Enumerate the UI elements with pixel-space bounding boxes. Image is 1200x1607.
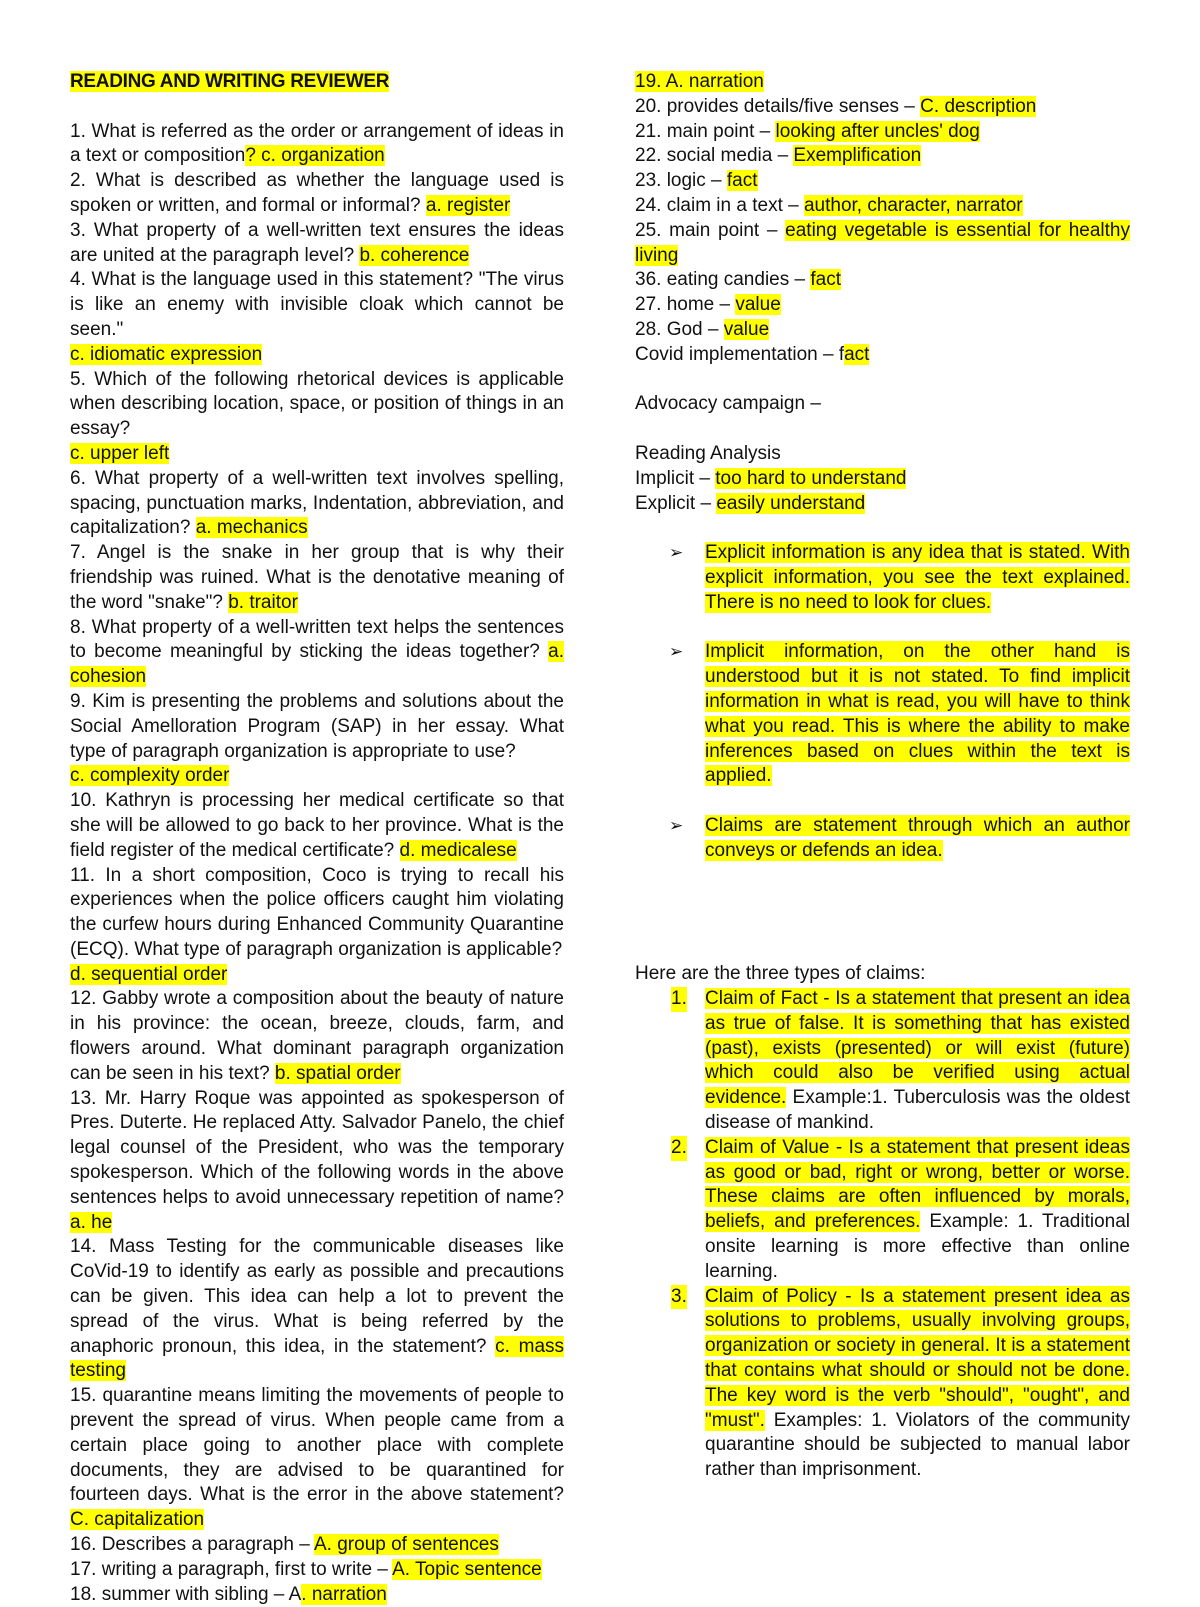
question-item: 2. What is described as whether the language used is spoken or written, and formal or informal? a. register (70, 170, 564, 216)
highlighted-answer: value (723, 318, 770, 340)
answer-item: 24. claim in a text – author, character, narrator (635, 194, 1023, 216)
question-item: 15. quarantine means limiting the movements of people to prevent the spread of virus. When people came from a certain place going to another place with complete documents, they are advised to be quarantined for fourteen days. What is the error in the above statement? C. capitalization (70, 1385, 564, 1531)
arrowhead-bullet-icon: ➢ (669, 543, 684, 563)
spacer (635, 516, 1130, 541)
question-item: 3. What property of a well-written text ensures the ideas are united at the paragraph level? b. coherence (70, 219, 564, 266)
question-item (70, 963, 564, 988)
question-item: 16. Describes a paragraph – A. group of sentences (70, 1534, 499, 1556)
bullet-explicit: ➢ Explicit information is any idea that is stated. With explicit information, you see the text explained. There is no need to look for clues. (669, 542, 1130, 613)
analysis-title: Reading Analysis (635, 442, 781, 464)
question-item (70, 343, 564, 368)
spacer (635, 417, 1130, 442)
explicit-line: Explicit – easily understand (635, 492, 866, 514)
right-column (635, 70, 1130, 1483)
answer-item: 20. provides details/five senses – C. description (635, 95, 1037, 117)
advocacy-line: Advocacy campaign – (635, 393, 821, 415)
highlighted-answer: c. mass testing (70, 1335, 565, 1382)
answer-item: 25. main point – eating vegetable is essential for healthy living (635, 219, 1130, 266)
question-item: 7. Angel is the snake in her group that is why their friendship was ruined. What is the denotative meaning of the word "snake"? b. traitor (70, 542, 564, 613)
highlighted-answer: ? c. organization (245, 145, 385, 167)
highlighted-answer: a. he (70, 1211, 113, 1233)
answer-item: Covid implementation – fact (635, 343, 870, 365)
question-item: 14. Mass Testing for the communicable diseases like CoVid-19 to identify as early as possible and precautions can be given. This idea can help a lot to prevent the spread of the virus. What is being referred by the anaphoric pronoun, this idea, in the statement? c. mass testing (70, 1236, 565, 1382)
question-item: 8. What property of a well-written text helps the sentences to become meaningful by sticking the ideas together? a. cohesion (70, 616, 564, 688)
explicit-answer: easily understand (716, 492, 866, 514)
left-column (70, 70, 564, 1607)
highlighted-answer: a. register (425, 194, 511, 216)
claim-of-fact: 1. Claim of Fact - Is a statement that present an idea as true of false. It is something that has existed (past), exists (presented) or will exist (future) which could also be verified using actual evidence. Example:1. Tuberculosis was the oldest disease of mankind. (671, 988, 1130, 1134)
arrowhead-bullet-icon: ➢ (669, 815, 684, 835)
spacer (635, 368, 1130, 393)
highlighted-answer: looking after uncles' dog (775, 120, 980, 142)
highlighted-answer: d. medicalese (399, 839, 517, 861)
question-item: 12. Gabby wrote a composition about the beauty of nature in his province: the ocean, breeze, clouds, farm, and flowers around. What dominant paragraph organization can be seen in his text? b. spatial order (70, 988, 564, 1084)
implicit-answer: too hard to understand (715, 467, 907, 489)
spacer (70, 95, 564, 120)
claim-of-value: 2. Claim of Value - Is a statement that present ideas as good or bad, right or wrong, better or worse. These claims are often influenced by morals, beliefs, and preferences. Example: 1. Traditional onsite learning is more effective than online learning. (671, 1136, 1131, 1282)
highlighted-answer: b. traitor (228, 591, 298, 613)
question-item: 1. What is referred as the order or arrangement of ideas in a text or composition? c. organization (70, 120, 564, 167)
arrowhead-bullet-icon: ➢ (669, 642, 684, 662)
answer-list (635, 70, 1130, 368)
answer-item (635, 70, 1130, 95)
claim-of-policy: 3. Claim of Policy - Is a statement present idea as solutions to problems, usually involving groups, organization or society in general. It is a statement that contains what should or should not be done. The key word is the verb "should", "ought", and "must". Examples: 1. Violators of the community quarantine should be subjected to manual labor rather than imprisonment. (671, 1285, 1130, 1481)
question-item: 10. Kathryn is processing her medical certificate so that she will be allowed to go back to her province. What is the field register of the medical certificate? d. medicalese (70, 790, 564, 861)
question-item: 11. In a short composition, Coco is trying to recall his experiences when the police officers caught him violating the curfew hours during Enhanced Community Quarantine (ECQ). What type of paragraph organization is applicable? (70, 864, 564, 960)
highlighted-answer: b. coherence (359, 244, 470, 266)
highlighted-answer: b. spatial order (274, 1062, 401, 1084)
answer-item: 36. eating candies – fact (635, 269, 841, 291)
highlighted-answer: A. group of sentences (314, 1534, 499, 1556)
highlighted-answer: c. complexity order (70, 765, 230, 787)
highlighted-answer: eating vegetable is essential for healthy living (635, 219, 1130, 266)
highlighted-answer: A. Topic sentence (392, 1558, 542, 1580)
highlighted-answer: fact (726, 170, 758, 192)
highlighted-answer: 19. A. narration (635, 71, 764, 92)
answer-item: 28. God – value (635, 318, 770, 340)
spacer (635, 888, 1130, 962)
question-item: 17. writing a paragraph, first to write – A. Topic sentence (70, 1558, 542, 1580)
highlighted-answer: author, character, narrator (803, 194, 1023, 216)
document-title-text: READING AND WRITING REVIEWER (70, 71, 390, 92)
highlighted-answer: a. cohesion (70, 641, 564, 688)
highlighted-answer: . narration (301, 1583, 387, 1605)
claims-intro: Here are the three types of claims: (635, 963, 926, 985)
highlighted-answer: fact (810, 269, 841, 291)
question-item: 18. summer with sibling – A. narration (70, 1583, 387, 1605)
highlighted-answer: C. capitalization (70, 1509, 205, 1531)
question-item (70, 442, 564, 467)
highlighted-answer: d. sequential order (70, 963, 228, 985)
question-item: 6. What property of a well-written text involves spelling, spacing, punctuation marks, Indentation, abbreviation, and capitalization? a. mechanics (70, 467, 564, 539)
highlighted-answer: act (844, 343, 870, 365)
implicit-line: Implicit – too hard to understand (635, 467, 907, 489)
bullet-implicit: ➢ Implicit information, on the other hand is understood but it is not stated. To find implicit information in what is read, you will have to think what you read. This is where the ability to make inferences based on clues within the text is applied. (669, 641, 1130, 787)
question-item: 5. Which of the following rhetorical devices is applicable when describing location, space, or position of things in an essay? (70, 368, 564, 440)
highlighted-answer: value (735, 294, 781, 316)
question-item: 13. Mr. Harry Roque was appointed as spokesperson of Pres. Duterte. He replaced Atty. Salvador Panelo, the chief legal counsel of the President, who was the temporary spokesperson. Which of the following words in the above sentences helps to avoid unnecessary repetition of name? a. he (70, 1087, 564, 1233)
highlighted-answer: Exemplification (793, 145, 922, 167)
answer-item: 22. social media – Exemplification (635, 145, 922, 167)
highlighted-answer: c. upper left (70, 442, 170, 464)
document-title (70, 70, 564, 95)
question-list (70, 120, 564, 1607)
answer-item: 23. logic – fact (635, 170, 758, 192)
answer-item: 27. home – value (635, 294, 781, 316)
highlighted-answer: C. description (920, 95, 1037, 117)
question-item: 4. What is the language used in this statement? "The virus is like an enemy with invisible cloak which cannot be seen." (70, 269, 564, 340)
bullet-claims: ➢ Claims are statement through which an author conveys or defends an idea. (669, 814, 1130, 861)
question-item: 9. Kim is presenting the problems and solutions about the Social Amelloration Program (SAP) in her essay. What type of paragraph organization is appropriate to use? (70, 690, 564, 762)
highlighted-answer: c. idiomatic expression (70, 343, 263, 365)
answer-item: 21. main point – looking after uncles' dog (635, 120, 980, 142)
definition-bullets (635, 541, 1130, 863)
highlighted-answer: a. mechanics (195, 517, 308, 539)
question-item (70, 764, 564, 789)
claims-list (635, 987, 1130, 1483)
